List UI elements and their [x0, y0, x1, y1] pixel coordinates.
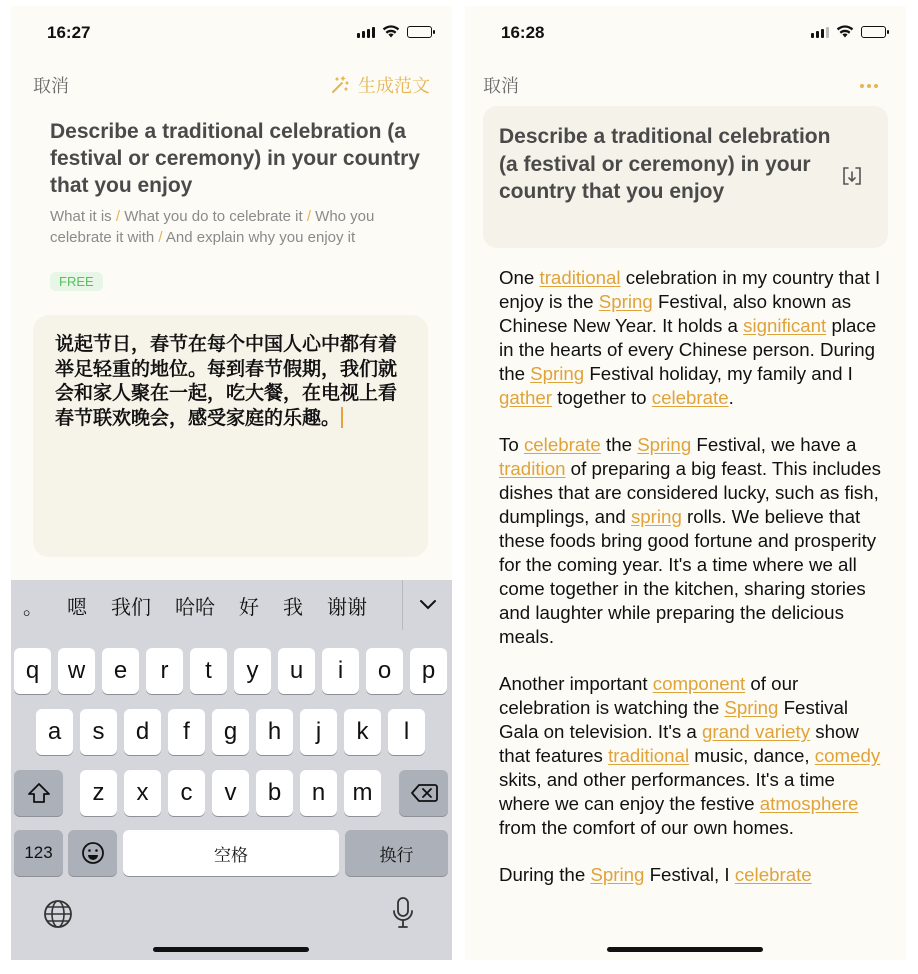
candidate-word[interactable]: 好 [239, 596, 259, 619]
key-c[interactable]: c [168, 770, 205, 816]
essay-text: One [499, 267, 540, 288]
shift-key[interactable] [14, 770, 63, 816]
question-title: Describe a traditional celebration (a festival or ceremony) in your country that you enjoy [499, 125, 831, 203]
essay-text: skits, and other performances. It's a time where we can enjoy the festive [499, 769, 835, 814]
vocabulary-highlight[interactable]: celebrate [651, 387, 729, 408]
essay-text: of our celebration is watching the [499, 673, 799, 718]
hint-separator: / [306, 208, 311, 225]
nav-bar [483, 70, 878, 96]
essay-text: from the comfort of our own homes. [499, 817, 794, 838]
expand-icon[interactable] [840, 164, 864, 188]
collapse-candidates-button[interactable] [402, 580, 452, 630]
essay-paragraph [499, 863, 889, 887]
battery-icon [861, 26, 886, 38]
wifi-icon [836, 25, 854, 38]
battery-icon [407, 26, 432, 38]
shift-icon [27, 782, 51, 804]
essay-text: celebration in my country that I enjoy is the [499, 267, 881, 312]
key-s[interactable]: s [80, 709, 117, 755]
essay-text: music, dance, [689, 745, 815, 766]
key-b[interactable]: b [256, 770, 293, 816]
essay-text: Festival, we have a [691, 434, 857, 455]
cellular-signal-icon [811, 26, 829, 38]
text-caret [341, 407, 343, 428]
hint-item: And explain why you enjoy it [165, 229, 356, 246]
vocabulary-highlight[interactable]: significant [743, 315, 827, 336]
question-card [483, 106, 888, 248]
globe-icon[interactable] [42, 898, 74, 930]
key-z[interactable]: z [80, 770, 117, 816]
generate-sample-button[interactable] [330, 72, 430, 98]
essay-text: During the [499, 864, 591, 885]
essay-text: Festival Gala on television. It's a [499, 697, 849, 742]
essay-text: Another important [499, 673, 653, 694]
hint-item: What it is [50, 208, 112, 225]
vocabulary-highlight[interactable]: Spring [598, 291, 653, 312]
key-j[interactable]: j [300, 709, 337, 755]
microphone-icon[interactable] [391, 896, 415, 930]
vocabulary-highlight[interactable]: traditional [608, 745, 690, 766]
vocabulary-highlight[interactable]: Spring [530, 363, 585, 384]
candidate-word[interactable]: 我们 [111, 596, 151, 619]
key-t[interactable]: t [190, 648, 227, 694]
key-x[interactable]: x [124, 770, 161, 816]
emoji-icon [81, 841, 105, 865]
key-h[interactable]: h [256, 709, 293, 755]
status-time: 16:28 [501, 23, 545, 42]
home-indicator [607, 947, 763, 952]
sample-essay [499, 266, 889, 910]
key-m[interactable]: m [344, 770, 381, 816]
key-v[interactable]: v [212, 770, 249, 816]
vocabulary-highlight[interactable]: grand variety [702, 721, 811, 742]
essay-text: place in the hearts of every Chinese person. During the [499, 315, 877, 384]
candidate-word[interactable]: 。 [23, 596, 43, 619]
sample-essay-screen [465, 6, 906, 960]
status-bar [465, 6, 906, 54]
vocabulary-highlight[interactable]: comedy [814, 745, 881, 766]
candidate-word[interactable]: 嗯 [67, 596, 87, 619]
candidate-word[interactable]: 哈哈 [175, 596, 215, 619]
nav-bar [33, 70, 430, 96]
vocabulary-highlight[interactable]: gather [499, 387, 552, 408]
emoji-key[interactable] [68, 830, 117, 876]
hint-separator: / [115, 208, 121, 225]
prompt-title: Describe a traditional celebration (a festival or ceremony) in your country that you enjoy [50, 120, 420, 197]
answer-text: 说起节日，春节在每个中国人心中都有着举足轻重的地位。每到春节假期，我们就会和家人聚在一起，吃大餐，在电视上看春节联欢晚会，感受家庭的乐趣。 [55, 334, 398, 429]
vocabulary-highlight[interactable]: atmosphere [759, 793, 859, 814]
key-o[interactable]: o [366, 648, 403, 694]
candidate-word[interactable]: 谢谢 [327, 596, 367, 619]
essay-paragraph [499, 433, 889, 649]
candidate-word[interactable]: 我 [283, 596, 303, 619]
vocabulary-highlight[interactable]: tradition [499, 458, 566, 479]
hint-separator: / [158, 229, 163, 246]
magic-wand-icon [330, 75, 350, 95]
return-key[interactable]: 换行 [345, 830, 448, 876]
essay-text: Festival holiday, my family and I [584, 363, 853, 384]
key-f[interactable]: f [168, 709, 205, 755]
essay-text: together to [552, 387, 652, 408]
key-l[interactable]: l [388, 709, 425, 755]
essay-text: Festival, I [644, 864, 735, 885]
key-a[interactable]: a [36, 709, 73, 755]
writing-screen [11, 6, 452, 960]
essay-text: of preparing a big feast. This includes dishes that are considered lucky, such as fish, dumplings, and [499, 458, 881, 527]
generate-sample-label: 生成范文 [358, 76, 430, 96]
key-q[interactable]: q [14, 648, 51, 694]
vocabulary-highlight[interactable]: celebrate [523, 434, 601, 455]
wifi-icon [382, 25, 400, 38]
key-k[interactable]: k [344, 709, 381, 755]
delete-key[interactable] [399, 770, 448, 816]
vocabulary-highlight[interactable]: traditional [539, 267, 621, 288]
essay-text: To [499, 434, 524, 455]
space-key[interactable]: 空格 [123, 830, 339, 876]
essay-text: . [728, 387, 734, 408]
candidate-bar [11, 580, 452, 630]
key-d[interactable]: d [124, 709, 161, 755]
hint-item: Who you celebrate it with [50, 208, 375, 246]
vocabulary-highlight[interactable]: spring [630, 506, 682, 527]
status-bar [11, 6, 452, 54]
essay-text: rolls. We believe that these foods bring good fortune and prosperity for the coming year. It's a time where we all come together in the kitchen, sharing stories and laughter while preparing the delicious meals. [499, 506, 877, 647]
free-badge: FREE [50, 272, 103, 291]
vocabulary-highlight[interactable]: celebrate [734, 864, 812, 885]
key-e[interactable]: e [102, 648, 139, 694]
essay-text: Festival, also known as Chinese New Year. It holds a [499, 291, 852, 336]
key-n[interactable]: n [300, 770, 337, 816]
key-w[interactable]: w [58, 648, 95, 694]
cancel-button[interactable]: 取消 [33, 76, 69, 96]
key-p[interactable]: p [410, 648, 447, 694]
status-time: 16:27 [47, 23, 91, 42]
key-r[interactable]: r [146, 648, 183, 694]
essay-paragraph [499, 266, 889, 410]
answer-text-area[interactable] [33, 315, 428, 557]
key-u[interactable]: u [278, 648, 315, 694]
cancel-button[interactable]: 取消 [483, 76, 519, 96]
prompt-hints [50, 206, 410, 248]
more-options-icon[interactable] [860, 84, 878, 88]
hint-item: What you do to celebrate it [124, 208, 303, 225]
chevron-down-icon [419, 599, 437, 611]
vocabulary-highlight[interactable]: Spring [590, 864, 645, 885]
ime-keyboard [11, 580, 452, 960]
vocabulary-highlight[interactable]: component [652, 673, 746, 694]
home-indicator [153, 947, 309, 952]
key-i[interactable]: i [322, 648, 359, 694]
essay-text: the [600, 434, 638, 455]
vocabulary-highlight[interactable]: Spring [637, 434, 692, 455]
essay-paragraph [499, 672, 889, 840]
cellular-signal-icon [357, 26, 375, 38]
numbers-key[interactable]: 123 [14, 830, 63, 876]
vocabulary-highlight[interactable]: Spring [724, 697, 779, 718]
key-g[interactable]: g [212, 709, 249, 755]
key-y[interactable]: y [234, 648, 271, 694]
backspace-icon [410, 783, 438, 803]
essay-text: show that features [499, 721, 859, 766]
